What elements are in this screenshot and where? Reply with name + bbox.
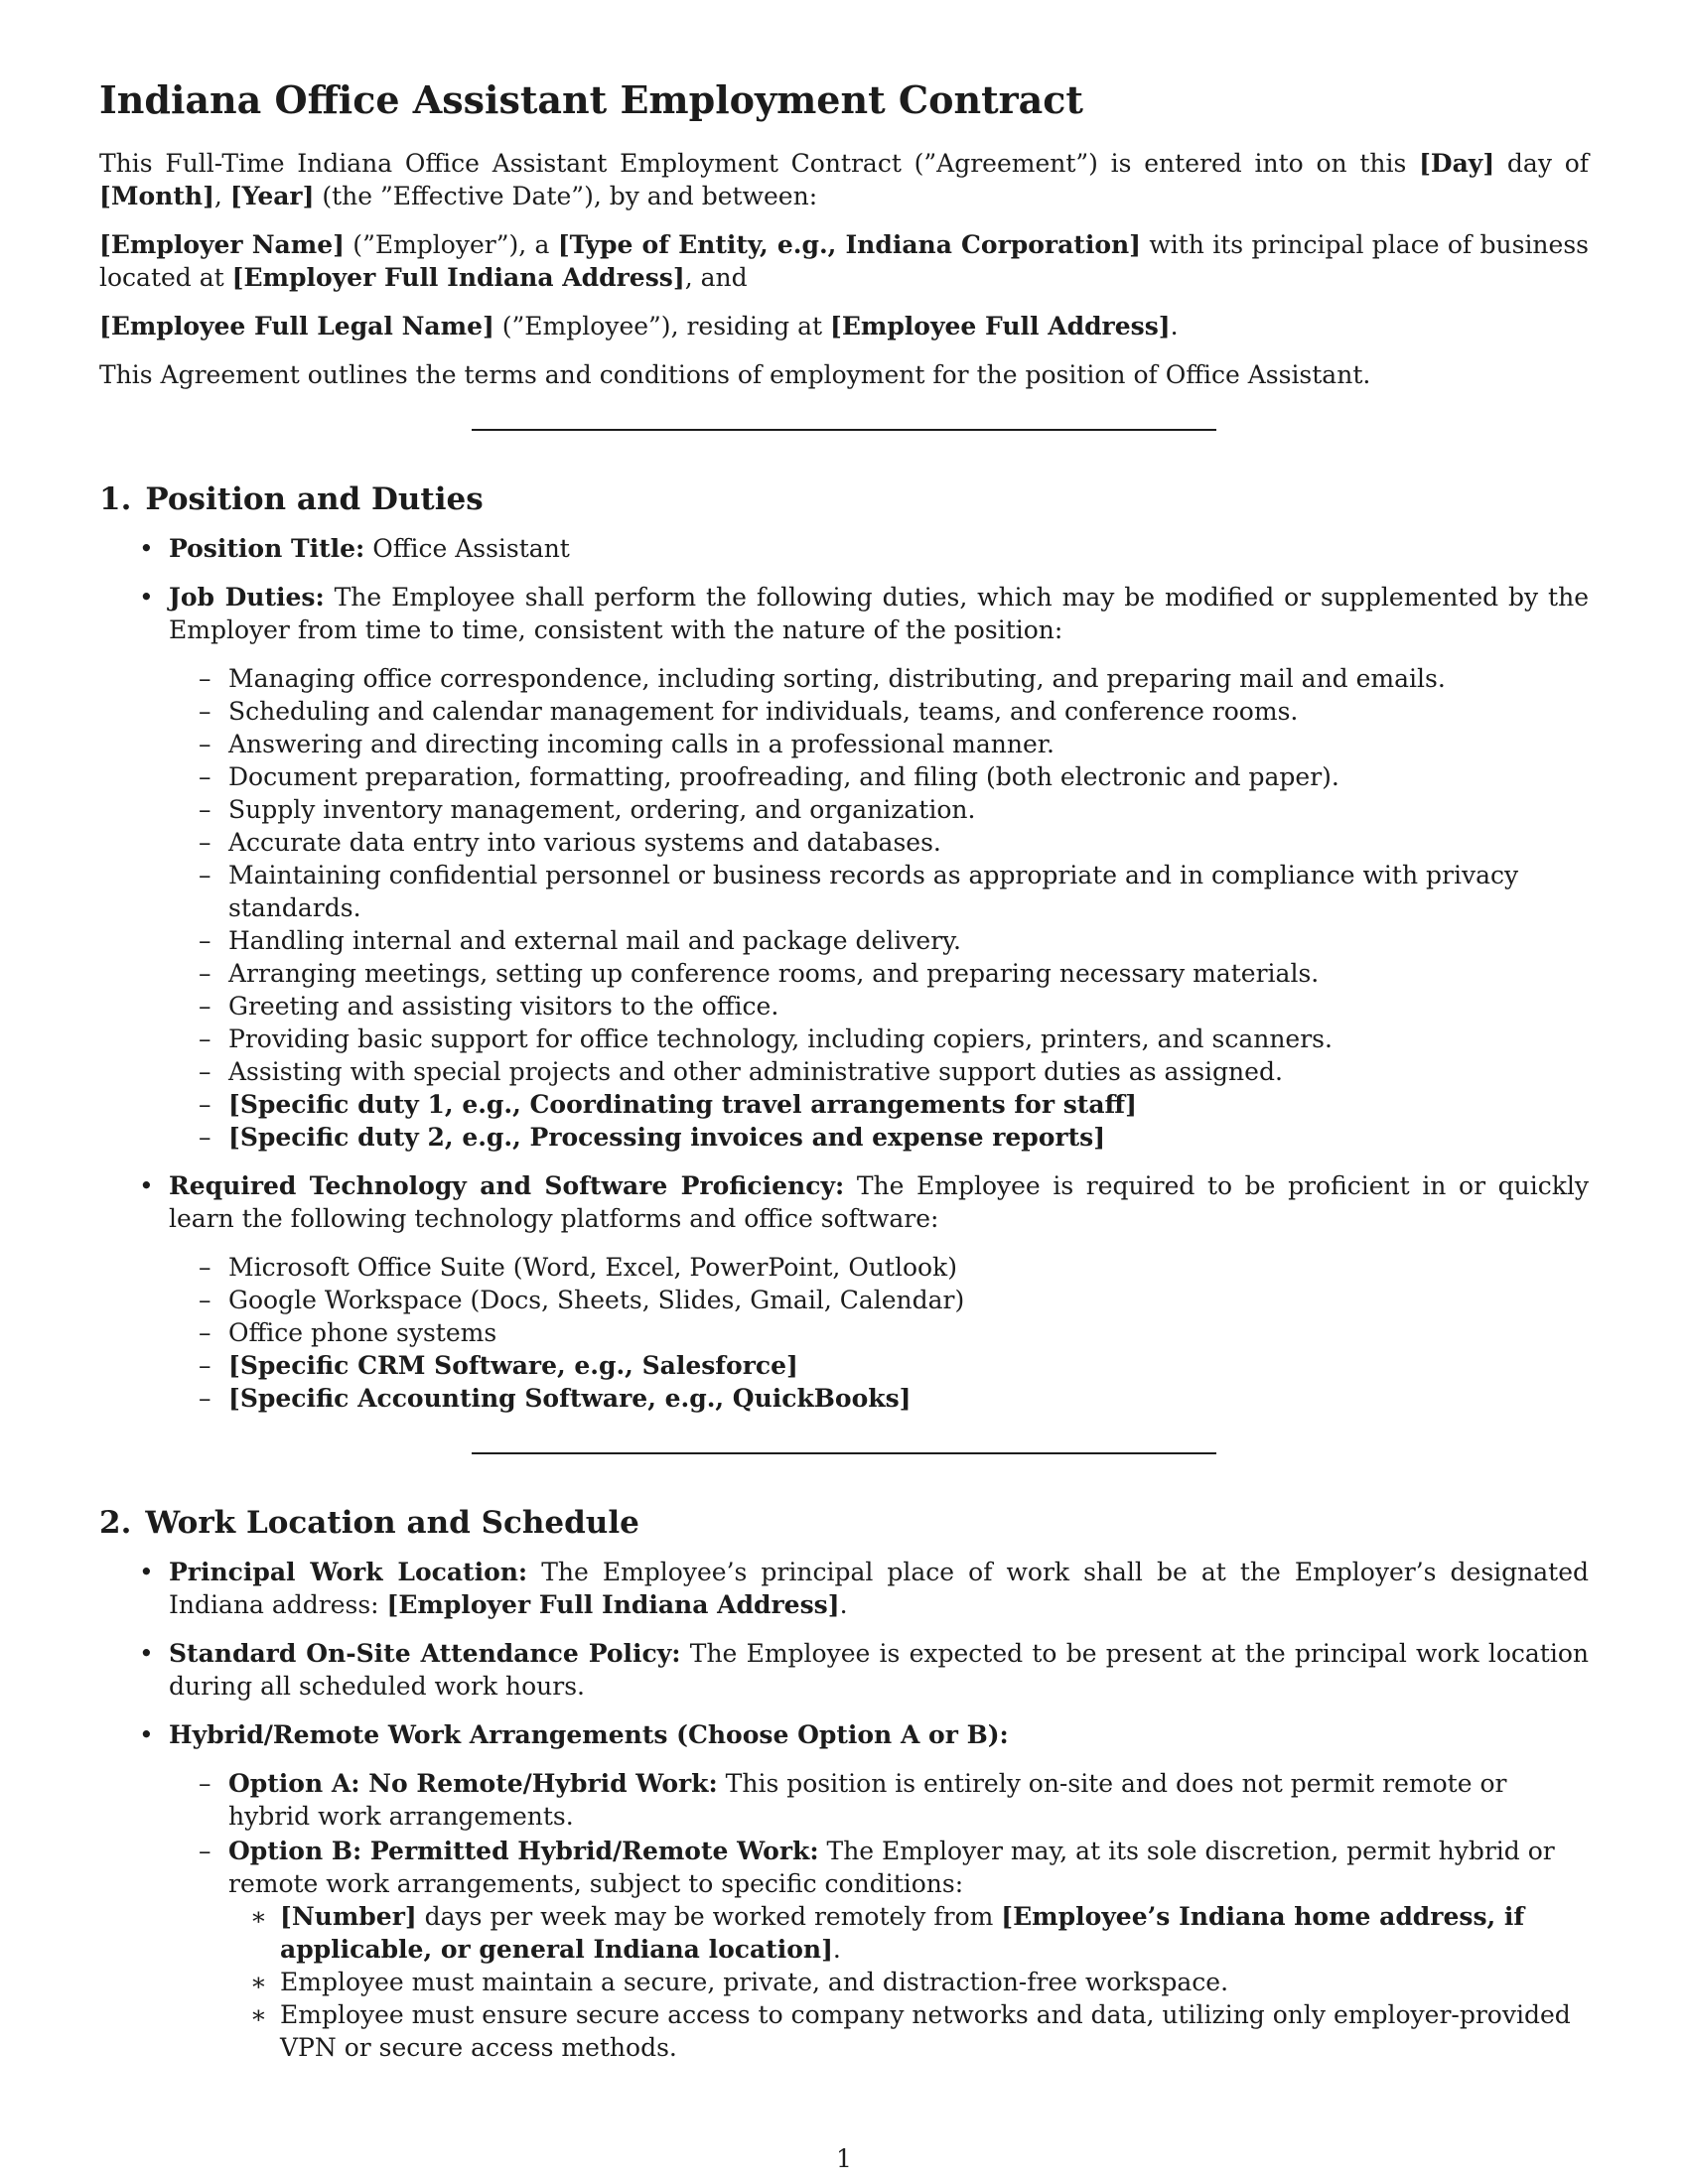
- intro-paragraph-employer: [Employer Name] (”Employer”), a [Type of Entity, e.g., Indiana Corporation] with its principal place of business located at [Employer Full Indiana Address], and: [99, 230, 1589, 292]
- list-item-crm: – [Specific CRM Software, e.g., Salesforce]: [169, 1349, 1589, 1382]
- list-item: – Assisting with special projects and other administrative support duties as assigned.: [169, 1055, 1589, 1088]
- list-item: ∗ Employee must ensure secure access to company networks and data, utilizing only employer-provided VPN or secure access methods.: [228, 1998, 1589, 2064]
- day-placeholder: [Day]: [1419, 149, 1495, 178]
- number-placeholder: [Number]: [280, 1902, 417, 1931]
- section-divider: [472, 429, 1216, 431]
- list-item: ∗ Employee must maintain a secure, private, and distraction-free workspace.: [228, 1966, 1589, 1998]
- list-item-specific-duty-2: – [Specific duty 2, e.g., Processing invoices and expense reports]: [169, 1121, 1589, 1154]
- list-item: – Answering and directing incoming calls in a professional manner.: [169, 728, 1589, 760]
- entity-type-placeholder: [Type of Entity, e.g., Indiana Corporation]: [557, 230, 1141, 259]
- list-item: – Greeting and assisting visitors to the office.: [169, 990, 1589, 1023]
- technology-item: • Required Technology and Software Proficiency: The Employee is required to be proficient in or quickly learn the following technology platforms and office software: – Microsoft Office Suite (Word, Excel, PowerPoint, Outlook) – Google Workspace (Docs, Sheets, Slides, Gmail, Calendar) – Office phone systems – [Specific CRM Software, e.g., Salesforce] – [Specific Accounting Software, e.g., QuickBooks]: [99, 1169, 1589, 1415]
- intro-paragraph-employee: [Employee Full Legal Name] (”Employee”), residing at [Employee Full Address].: [99, 312, 1179, 341]
- attendance-policy-item: • Standard On-Site Attendance Policy: The Employee is expected to be present at the principal work location during all scheduled work hours.: [99, 1637, 1589, 1703]
- list-item: ∗ [Number] days per week may be worked remotely from [Employee’s Indiana home address, if applicable, or general Indiana location].: [228, 1900, 1589, 1966]
- list-item: – Office phone systems: [169, 1316, 1589, 1349]
- intro-paragraph-agreement: This Full-Time Indiana Office Assistant Employment Contract (”Agreement”) is entered into on this [Day] day of [Month], [Year] (the ”Effective Date”), by and between:: [99, 149, 1589, 210]
- hybrid-options-list: [169, 1767, 1589, 2064]
- job-duties-list: [169, 662, 1589, 1154]
- list-item-accounting: – [Specific Accounting Software, e.g., QuickBooks]: [169, 1382, 1589, 1415]
- list-item: – Managing office correspondence, including sorting, distributing, and preparing mail and emails.: [169, 662, 1589, 695]
- page-number: 1: [836, 2144, 852, 2173]
- section-divider: [472, 1452, 1216, 1454]
- list-item: – Maintaining confidential personnel or business records as appropriate and in compliance with privacy standards.: [169, 859, 1589, 924]
- list-item-specific-duty-1: – [Specific duty 1, e.g., Coordinating travel arrangements for staff]: [169, 1088, 1589, 1121]
- section-heading-location: 2. Work Location and Schedule: [99, 1505, 639, 1541]
- employee-name-placeholder: [Employee Full Legal Name]: [99, 312, 494, 341]
- job-duties-item: • Job Duties: The Employee shall perform the following duties, which may be modified or supplemented by the Employer from time to time, consistent with the nature of the position: – Managing office correspondence, including sorting, distributing, and preparing mail and emails. – Scheduling and calendar management for individuals, teams, and conference rooms. – Answering and directing incoming calls in a professional manner. – Document preparation, formatting, proofreading, and filing (both electronic and paper). – Supply inventory management, ordering, and organization. – Accurate data entry into various systems and databases. – Maintaining confidential personnel or business records as appropriate and in compliance with privacy standards. – Handling internal and external mail and package delivery. – Arranging meetings, setting up conference rooms, and preparing necessary materials. – Greeting and assisting visitors to the office. – Providing basic support for office technology, including copiers, printers, and scanners. – Assisting with special projects and other administrative support duties as assigned. – [Specific duty 1, e.g., Coordinating travel arrangements for staff] – [Specific duty 2, e.g., Processing invoices and expense reports]: [99, 581, 1589, 1154]
- option-b-item: – Option B: Permitted Hybrid/Remote Work: The Employer may, at its sole discretion, permit hybrid or remote work arrangements, subject to specific conditions: ∗ [Number] days per week may be worked remotely from [Employee’s Indiana home address, if applicable, or general Indiana location]. ∗ Employee must maintain a secure, private, and distraction-free workspace. ∗ Employee must ensure secure access to company networks and data, utilizing only employer-provided VPN or secure access methods.: [169, 1835, 1589, 2064]
- list-item: – Scheduling and calendar management for individuals, teams, and conference rooms.: [169, 695, 1589, 728]
- document-title: Indiana Office Assistant Employment Contract: [99, 77, 1083, 122]
- technology-list: [169, 1251, 1589, 1415]
- option-a-item: – Option A: No Remote/Hybrid Work: This position is entirely on-site and does not permit remote or hybrid work arrangements.: [169, 1767, 1589, 1833]
- list-item: – Handling internal and external mail and package delivery.: [169, 924, 1589, 957]
- month-placeholder: [Month]: [99, 182, 214, 210]
- employer-address-placeholder: [Employer Full Indiana Address]: [386, 1590, 840, 1619]
- hybrid-remote-item: • Hybrid/Remote Work Arrangements (Choose Option A or B): – Option A: No Remote/Hybrid Work: This position is entirely on-site and does not permit remote or hybrid work arrangements. – Option B: Permitted Hybrid/Remote Work: The Employer may, at its sole discretion, permit hybrid or remote work arrangements, subject to specific conditions: ∗ [Number] days per week may be worked remotely from [Employee’s Indiana home address, if applicable, or general Indiana location]. ∗ Employee must maintain a secure, private, and distraction-free workspace. ∗ Employee must ensure secure access to company networks and data, utilizing only employer-provided VPN or secure access methods.: [99, 1718, 1589, 2064]
- list-item: – Providing basic support for office technology, including copiers, printers, and scanners.: [169, 1023, 1589, 1055]
- list-item: – Supply inventory management, ordering, and organization.: [169, 793, 1589, 826]
- list-item: – Arranging meetings, setting up conference rooms, and preparing necessary materials.: [169, 957, 1589, 990]
- year-placeholder: [Year]: [229, 182, 315, 210]
- employer-address-placeholder: [Employer Full Indiana Address]: [231, 263, 685, 292]
- contract-page: [99, 77, 1589, 2080]
- employee-address-placeholder: [Employee Full Address]: [829, 312, 1171, 341]
- employer-name-placeholder: [Employer Name]: [99, 230, 345, 259]
- position-title-item: • Position Title: Office Assistant: [99, 532, 1589, 565]
- list-item: – Microsoft Office Suite (Word, Excel, PowerPoint, Outlook): [169, 1251, 1589, 1284]
- position-list: [99, 532, 1589, 1415]
- section-heading-position: 1. Position and Duties: [99, 481, 484, 517]
- list-item: – Google Workspace (Docs, Sheets, Slides, Gmail, Calendar): [169, 1284, 1589, 1316]
- intro-paragraph-outline: This Agreement outlines the terms and conditions of employment for the position of Office Assistant.: [99, 360, 1371, 389]
- list-item: – Accurate data entry into various systems and databases.: [169, 826, 1589, 859]
- list-item: – Document preparation, formatting, proofreading, and filing (both electronic and paper).: [169, 760, 1589, 793]
- location-list: [99, 1556, 1589, 2064]
- work-location-item: • Principal Work Location: The Employee’s principal place of work shall be at the Employer’s designated Indiana address: [Employer Full Indiana Address].: [99, 1556, 1589, 1621]
- option-b-conditions: [228, 1900, 1589, 2064]
- remote-location-placeholder: [Employee’s Indiana home address, if applicable, or general Indiana location]: [280, 1902, 1525, 1964]
